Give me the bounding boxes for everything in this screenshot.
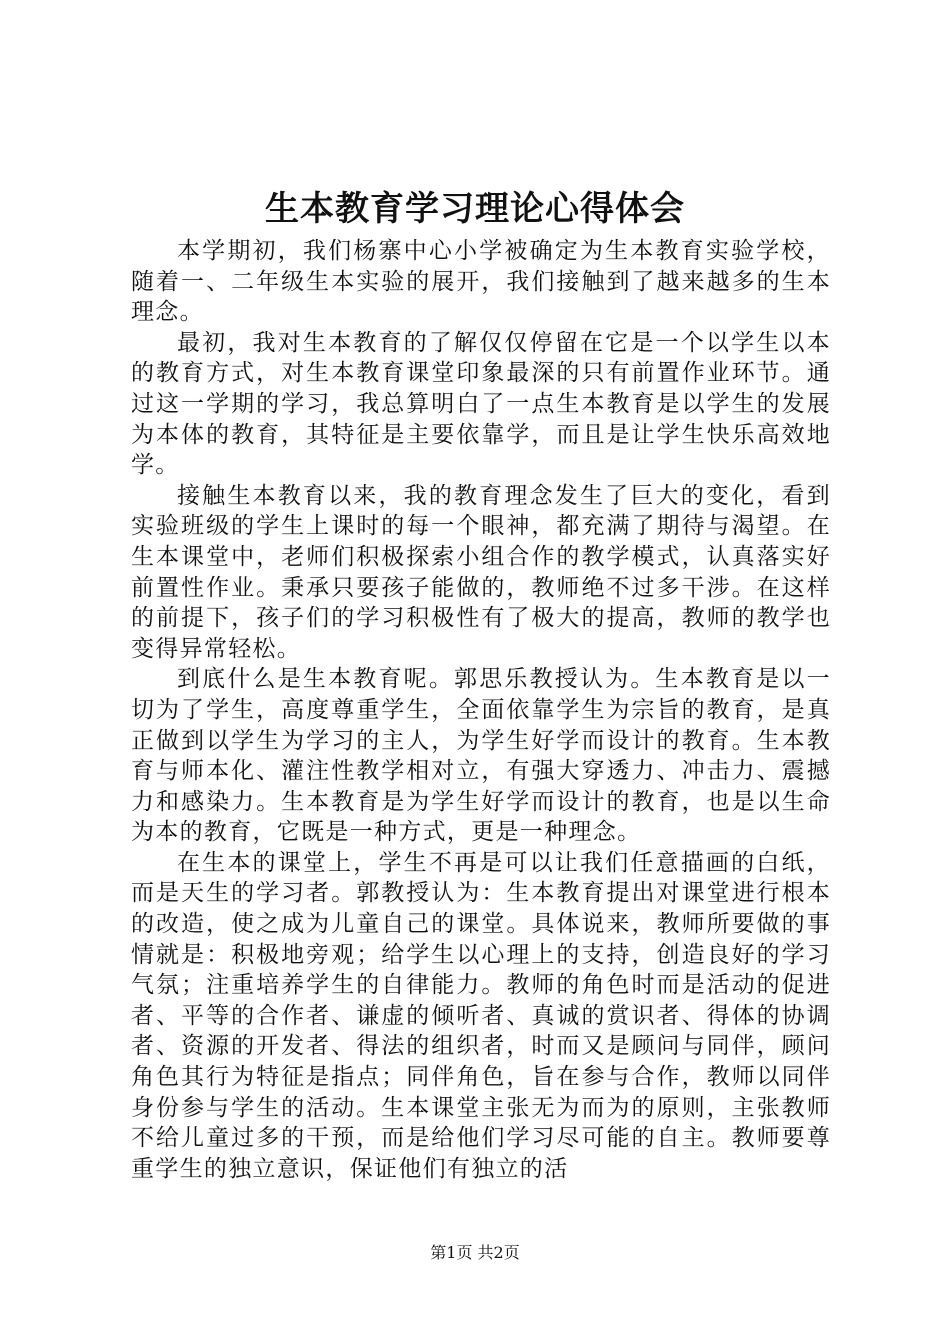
page-footer: 第1页 共2页 — [430, 1243, 520, 1262]
paragraph: 最初，我对生本教育的了解仅仅停留在它是一个以学生以本的教育方式，对生本教育课堂印象最深的只有前置作业环节。通过这一学期的学习，我总算明白了一点生本教育是以学生的发展为本体的教育，其特征是主要依靠学，而且是让学生快乐高效地学。 — [131, 329, 831, 479]
paragraph: 在生本的课堂上，学生不再是可以让我们任意描画的白纸，而是天生的学习者。郭教授认为：生本教育提出对课堂进行根本的改造，使之成为儿童自己的课堂。具体说来，教师所要做的事情就是：积极地旁观；给学生以心理上的支持，创造良好的学习气氛；注重培养学生的自律能力。教师的角色时而是活动的促进者、平等的合作者、谦虚的倾听者、真诚的赏识者、得体的协调者、资源的开发者、得法的组织者，时而又是顾问与同伴，顾问角色其行为特征是指点；同伴角色，旨在参与合作，教师以同伴身份参与学生的活动。生本课堂主张无为而为的原则，主张教师不给儿童过多的干预，而是给他们学习尽可能的自主。教师要尊重学生的独立意识，保证他们有独立的活 — [131, 849, 831, 1182]
document-title: 生本教育学习理论心得体会 — [265, 189, 685, 229]
paragraph: 接触生本教育以来，我的教育理念发生了巨大的变化，看到实验班级的学生上课时的每一个眼神，都充满了期待与渴望。在生本课堂中，老师们积极探索小组合作的教学模式，认真落实好前置性作业。秉承只要孩子能做的，教师绝不过多干涉。在这样的前提下，孩子们的学习积极性有了极大的提高，教师的教学也变得异常轻松。 — [131, 482, 831, 662]
paragraph: 到底什么是生本教育呢。郭思乐教授认为。生本教育是以一切为了学生，高度尊重学生，全面依靠学生为宗旨的教育，是真正做到以学生为学习的主人，为学生好学而设计的教育。生本教育与师本化、灌注性教学相对立，有强大穿透力、冲击力、震撼力和感染力。生本教育是为学生好学而设计的教育，也是以生命为本的教育，它既是一种方式，更是一种理念。 — [131, 666, 831, 846]
document-body — [131, 236, 831, 1184]
paragraph: 本学期初，我们杨寨中心小学被确定为生本教育实验学校，随着一、二年级生本实验的展开，我们接触到了越来越多的生本理念。 — [131, 238, 831, 326]
